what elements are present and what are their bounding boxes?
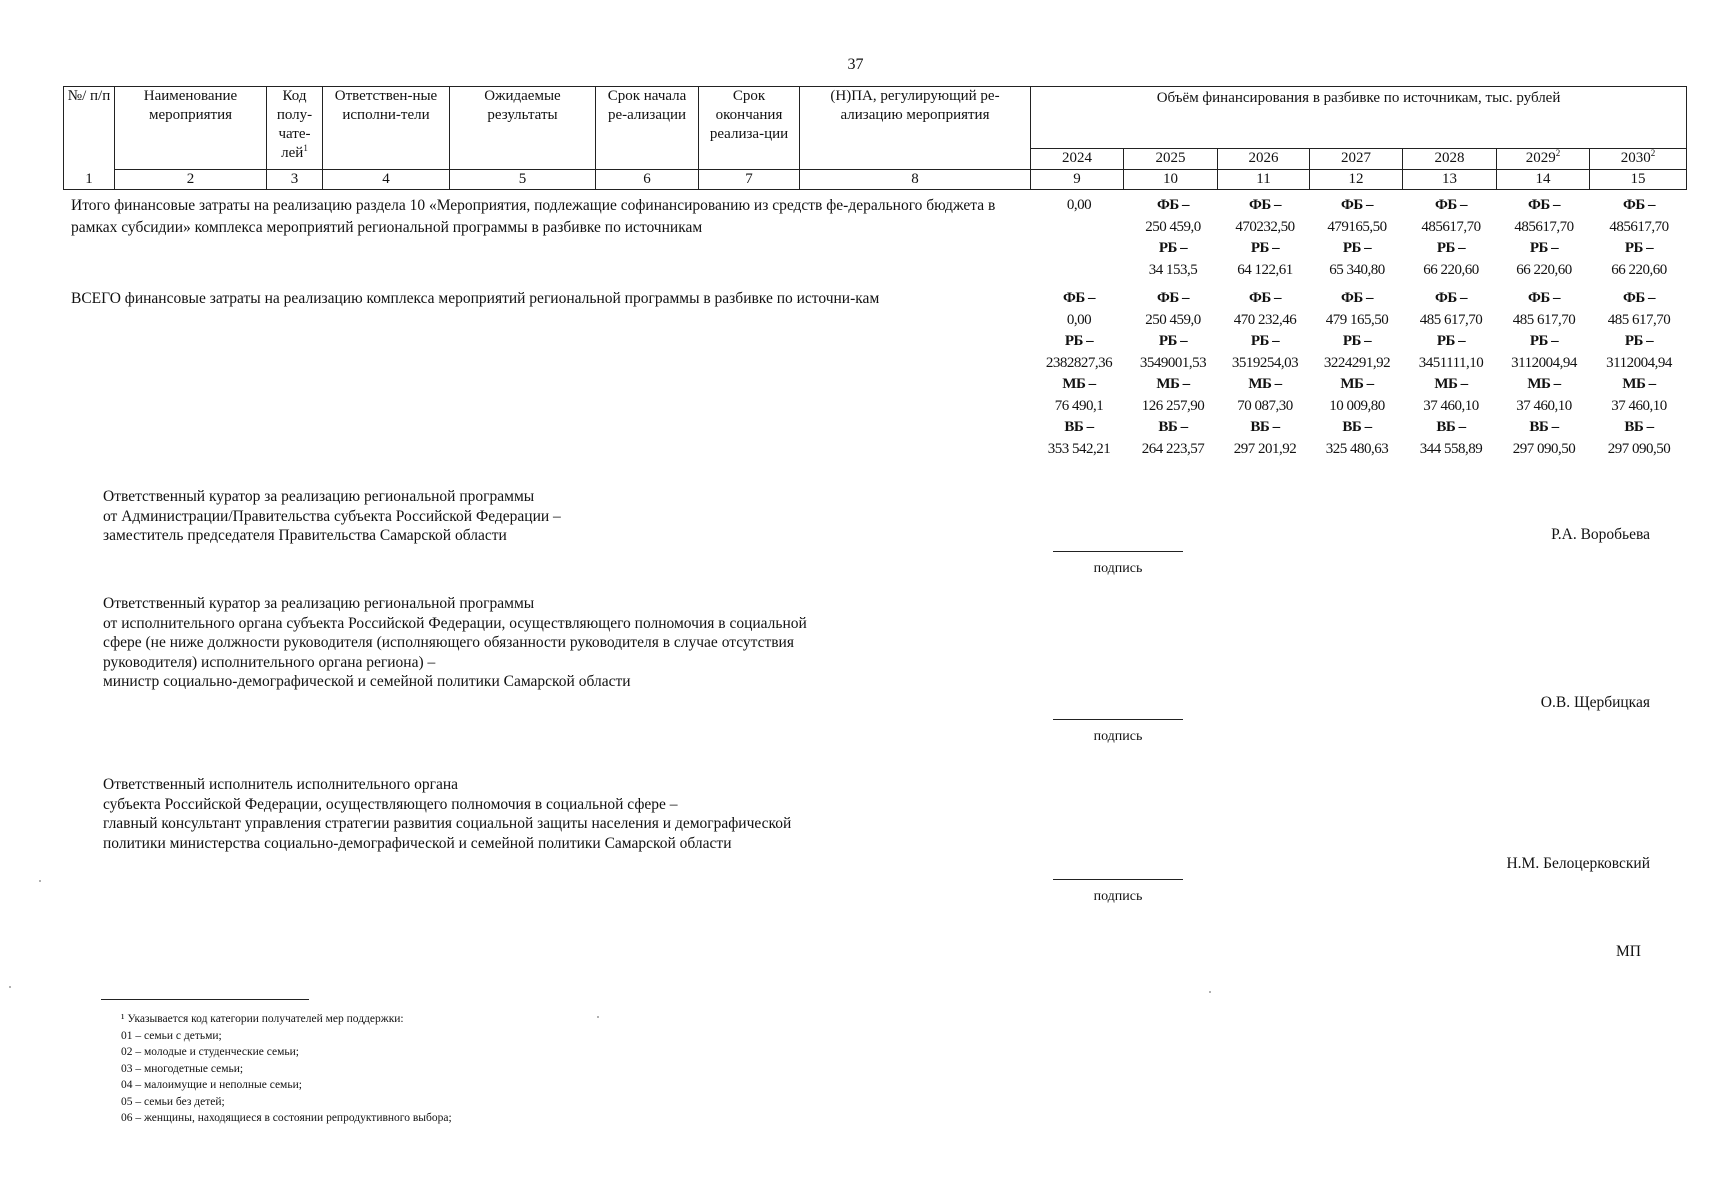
funding-source-label: РБ – xyxy=(1436,333,1466,349)
signature-block-2 xyxy=(103,594,807,692)
signature-line xyxy=(1053,551,1183,552)
header-cell: Ответствен-ные исполни-тели xyxy=(323,87,450,170)
header-cell: Срок начала ре-ализации xyxy=(596,87,699,170)
signatory-name: Р.А. Воробьева xyxy=(1551,526,1650,543)
funding-source-label: ФБ – xyxy=(1622,197,1656,213)
year-header-cell xyxy=(1124,149,1218,170)
funding-source-label: ФБ – xyxy=(1340,290,1374,306)
header-cell xyxy=(267,87,323,170)
funding-value: 479165,50 xyxy=(1327,218,1387,235)
funding-value-column xyxy=(1311,288,1403,460)
signature-text-line: субъекта Российской Федерации, осуществляющего полномочия в социальной сфере – xyxy=(103,795,678,813)
signature-line xyxy=(1053,879,1183,880)
signature-block-1 xyxy=(103,487,561,546)
funding-value: 485617,70 xyxy=(1421,218,1481,235)
funding-value: 264 223,57 xyxy=(1141,440,1205,457)
year-label: 2028 xyxy=(1434,150,1465,166)
signature-text-line: от Администрации/Правительства субъекта Российской Федерации – xyxy=(103,507,561,525)
funding-value: 485617,70 xyxy=(1609,218,1669,235)
funding-value: 34 153,5 xyxy=(1148,261,1198,278)
column-number-cell: 2 xyxy=(115,170,267,190)
funding-value: 250 459,0 xyxy=(1145,218,1201,235)
funding-value: 344 558,89 xyxy=(1419,440,1483,457)
year-header-cell xyxy=(1031,149,1124,170)
funding-source-label: ФБ – xyxy=(1527,197,1561,213)
footnote-mark: 2 xyxy=(1555,148,1561,158)
signature-text-line: политики министерства социально-демографической и семейной политики Самарской области xyxy=(103,834,732,852)
funding-value: 325 480,63 xyxy=(1325,440,1389,457)
total-section-label: Итого финансовые затраты на реализацию раздела 10 «Мероприятия, подлежащие софинансированию из средств фе-дерального бюджета в рамках субсидии» комплекса мероприятий региональной программы в разбивке по источникам xyxy=(71,197,996,236)
funding-source-label: РБ – xyxy=(1342,333,1372,349)
signature-text-line: Ответственный куратор за реализацию региональной программы xyxy=(103,595,535,612)
funding-value: 66 220,60 xyxy=(1611,261,1667,278)
funding-source-label: РБ – xyxy=(1250,240,1280,256)
funding-value: 250 459,0 xyxy=(1145,311,1201,328)
funding-value-column xyxy=(1033,288,1125,460)
footnote-line: 01 – семьи с детьми; xyxy=(121,1029,222,1042)
scan-speck xyxy=(597,1016,599,1018)
funding-value: 297 201,92 xyxy=(1233,440,1297,457)
signature-text-line: заместитель председателя Правительства Самарской области xyxy=(103,527,507,544)
funding-value-column xyxy=(1219,288,1311,460)
funding-value: 37 460,10 xyxy=(1516,397,1572,414)
grand-total-label: ВСЕГО финансовые затраты на реализацию комплекса мероприятий региональной программы в разбивке по источни-кам xyxy=(71,290,880,307)
funding-source-label: РБ – xyxy=(1158,333,1188,349)
footnote-line: 04 – малоимущие и неполные семьи; xyxy=(121,1079,302,1091)
funding-value: 2382827,36 xyxy=(1045,354,1113,371)
funding-source-label: ВБ – xyxy=(1064,419,1094,435)
stamp-label: МП xyxy=(1616,943,1641,960)
funding-source-label: МБ – xyxy=(1527,376,1561,392)
funding-source-label: ФБ – xyxy=(1434,197,1468,213)
footnote-divider xyxy=(101,999,309,1000)
funding-value-column xyxy=(1593,288,1685,460)
column-number-cell: 3 xyxy=(267,170,323,190)
signature-text-line: сфере (не ниже должности руководителя (исполняющего обязанности руководителя в случае отсутствия xyxy=(103,634,794,651)
funding-value: 66 220,60 xyxy=(1423,261,1479,278)
funding-value: 3519254,03 xyxy=(1231,354,1299,371)
signature-text-line: главный консультант управления стратегии развития социальной защиты населения и демографической xyxy=(103,815,792,832)
column-number-cell: 6 xyxy=(596,170,699,190)
funding-value: 65 340,80 xyxy=(1329,261,1385,278)
year-label: 2029 xyxy=(1525,150,1556,166)
year-header-cell xyxy=(1218,149,1310,170)
funding-value: 3224291,92 xyxy=(1323,354,1391,371)
column-number-cell: 5 xyxy=(450,170,596,190)
funding-value: 3451111,10 xyxy=(1418,354,1484,371)
year-label: 2025 xyxy=(1155,150,1186,166)
column-number-cell: 13 xyxy=(1403,170,1497,190)
funding-source-label: РБ – xyxy=(1342,240,1372,256)
funding-source-label: РБ – xyxy=(1529,333,1559,349)
funding-source-label: РБ – xyxy=(1158,240,1188,256)
funding-value: 37 460,10 xyxy=(1611,397,1667,414)
funding-value-column xyxy=(1498,288,1590,460)
funding-source-label: МБ – xyxy=(1248,376,1282,392)
footnote-line: 02 – молодые и студенческие семьи; xyxy=(121,1046,299,1058)
funding-source-label: ФБ – xyxy=(1156,290,1190,306)
funding-source-label: ФБ – xyxy=(1248,290,1282,306)
funding-source-label: ФБ – xyxy=(1434,290,1468,306)
footnote-line: 06 – женщины, находящиеся в состоянии репродуктивного выбора; xyxy=(121,1112,452,1124)
funding-value: 70 087,30 xyxy=(1237,397,1293,414)
column-number-cell: 1 xyxy=(64,170,115,190)
page-number: 37 xyxy=(847,56,864,73)
funding-value: 485 617,70 xyxy=(1419,311,1483,328)
funding-value: 64 122,61 xyxy=(1237,261,1293,278)
funding-source-label: ВБ – xyxy=(1624,419,1654,435)
funding-source-label: ФБ – xyxy=(1527,290,1561,306)
funding-value: 297 090,50 xyxy=(1607,440,1671,457)
funding-value: 470 232,46 xyxy=(1233,311,1297,328)
funding-source-label: МБ – xyxy=(1622,376,1656,392)
signature-line xyxy=(1053,719,1183,720)
header-cell: №/ п/п xyxy=(64,87,115,170)
year-header-cell xyxy=(1403,149,1497,170)
column-number-cell: 14 xyxy=(1497,170,1590,190)
funding-value-column xyxy=(1127,195,1219,281)
column-number-cell: 8 xyxy=(800,170,1031,190)
header-cell: Наименование мероприятия xyxy=(115,87,267,170)
footnote-line: 05 – семьи без детей; xyxy=(121,1095,225,1108)
funding-source-label: ФБ – xyxy=(1340,197,1374,213)
funding-value: 126 257,90 xyxy=(1141,397,1205,414)
signature-block-3 xyxy=(103,775,791,853)
signature-caption: подпись xyxy=(1093,729,1143,744)
funding-value: 3112004,94 xyxy=(1511,354,1577,371)
signatory-name: О.В. Щербицкая xyxy=(1540,694,1650,711)
footnotes xyxy=(121,1011,452,1127)
funding-source-label: ВБ – xyxy=(1342,419,1372,435)
funding-value: 353 542,21 xyxy=(1047,440,1111,457)
funding-value-column xyxy=(1033,195,1125,217)
column-number-cell: 9 xyxy=(1031,170,1124,190)
funding-value: 470232,50 xyxy=(1235,218,1295,235)
footnote-mark: 2 xyxy=(1650,148,1656,158)
scan-speck xyxy=(1209,991,1211,993)
column-number-cell: 11 xyxy=(1218,170,1310,190)
funding-source-label: ВБ – xyxy=(1158,419,1188,435)
header-cell: (Н)ПА, регулирующий ре-ализацию мероприятия xyxy=(800,87,1031,170)
funding-value: 485 617,70 xyxy=(1512,311,1576,328)
scan-speck xyxy=(39,880,41,882)
year-header-cell xyxy=(1310,149,1403,170)
funding-value-column xyxy=(1127,288,1219,460)
funding-source-label: РБ – xyxy=(1436,240,1466,256)
funding-source-label: РБ – xyxy=(1250,333,1280,349)
footnote-mark: 1 xyxy=(303,143,308,153)
year-label: 2027 xyxy=(1341,150,1371,166)
funding-value: 485617,70 xyxy=(1514,218,1574,235)
signature-text-line: Ответственный куратор за реализацию региональной программы xyxy=(103,488,535,505)
funding-source-label: ФБ – xyxy=(1062,290,1096,306)
funding-value: 10 009,80 xyxy=(1329,397,1385,414)
funding-value-column xyxy=(1405,288,1497,460)
year-header-cell xyxy=(1590,149,1687,170)
footnote-line: 03 – многодетные семьи; xyxy=(121,1062,244,1075)
funding-source-label: МБ – xyxy=(1434,376,1468,392)
funding-source-label: РБ – xyxy=(1064,333,1094,349)
funding-source-label: ФБ – xyxy=(1156,197,1190,213)
funding-source-label: МБ – xyxy=(1340,376,1374,392)
year-header-cell xyxy=(1497,149,1590,170)
funding-value: 37 460,10 xyxy=(1423,397,1479,414)
year-label: 2024 xyxy=(1062,150,1092,166)
year-label: 2030 xyxy=(1620,150,1651,166)
funding-value: 0,00 xyxy=(1066,311,1092,328)
funding-value: 66 220,60 xyxy=(1516,261,1572,278)
column-number-cell: 7 xyxy=(699,170,800,190)
header-cell: Срок окончания реализа-ции xyxy=(699,87,800,170)
signature-text-line: от исполнительного органа субъекта Российской Федерации, осуществляющего полномочия в социальной xyxy=(103,614,807,632)
signature-text-line: министр социально-демографической и семейной политики Самарской области xyxy=(103,673,631,690)
funding-source-label: РБ – xyxy=(1624,333,1654,349)
footnote-line: ¹ Указывается код категории получателей мер поддержки: xyxy=(121,1013,404,1025)
funding-value-column xyxy=(1405,195,1497,281)
funding-source-label: ВБ – xyxy=(1250,419,1280,435)
funding-value: 3112004,94 xyxy=(1606,354,1672,371)
column-number-cell: 15 xyxy=(1590,170,1687,190)
signature-text-line: руководителя) исполнительного органа региона) – xyxy=(103,653,436,671)
funding-value-column xyxy=(1311,195,1403,281)
column-number-cell: 4 xyxy=(323,170,450,190)
funding-value: 485 617,70 xyxy=(1607,311,1671,328)
column-number-cell: 10 xyxy=(1124,170,1218,190)
funding-source-label: ВБ – xyxy=(1529,419,1559,435)
funding-value-column xyxy=(1219,195,1311,281)
funding-source-label: РБ – xyxy=(1529,240,1559,256)
funding-source-label: ФБ – xyxy=(1248,197,1282,213)
funding-source-label: РБ – xyxy=(1624,240,1654,256)
signature-caption: подпись xyxy=(1093,889,1143,904)
header-code-text: Код полу-чате-лей xyxy=(276,88,313,161)
funding-source-label: МБ – xyxy=(1156,376,1190,392)
funding-value: 479 165,50 xyxy=(1325,311,1389,328)
header-cell: Ожидаемые результаты xyxy=(450,87,596,170)
funding-value: 3549001,53 xyxy=(1139,354,1207,371)
funding-source-label: ФБ – xyxy=(1622,290,1656,306)
signature-caption: подпись xyxy=(1093,561,1143,576)
year-label: 2026 xyxy=(1248,150,1279,166)
signatory-name: Н.М. Белоцерковский xyxy=(1506,855,1650,872)
funding-source-label: ВБ – xyxy=(1436,419,1466,435)
funding-source-label: МБ – xyxy=(1062,376,1096,392)
funding-value-column xyxy=(1593,195,1685,281)
scan-speck xyxy=(9,986,11,988)
funding-value: 0,00 xyxy=(1066,197,1092,213)
funding-value: 76 490,1 xyxy=(1054,397,1104,414)
signature-text-line: Ответственный исполнитель исполнительного органа xyxy=(103,776,458,793)
funding-table xyxy=(63,86,1687,190)
column-number-cell: 12 xyxy=(1310,170,1403,190)
funding-header: Объём финансирования в разбивке по источникам, тыс. рублей xyxy=(1031,87,1687,149)
funding-value-column xyxy=(1498,195,1590,281)
funding-value: 297 090,50 xyxy=(1512,440,1576,457)
